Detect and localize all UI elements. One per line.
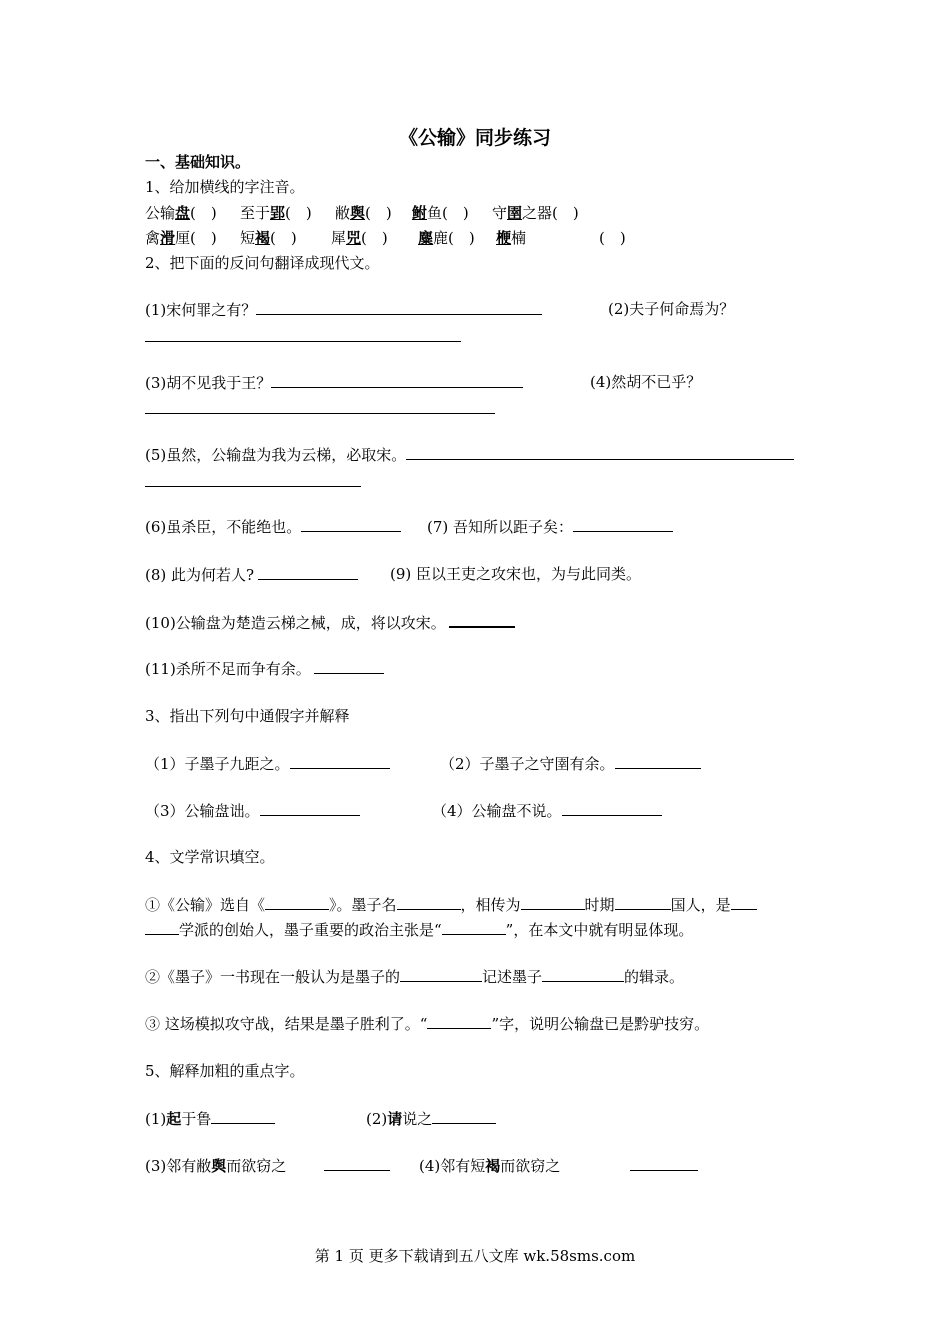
section-heading: 一、基础知识。 (145, 153, 251, 171)
answer-blank[interactable] (314, 658, 384, 674)
answer-blank[interactable] (573, 516, 673, 532)
sentence-7: (7) 吾知所以距子矣： (427, 516, 673, 537)
answer-blank[interactable] (521, 894, 585, 910)
tongjia-3: （3）公输盘诎。 (145, 800, 360, 821)
answer-blank[interactable] (442, 919, 506, 935)
literature-line-1b: 学派的创始人，墨子重要的政治主张是“ ”，在本文中就有明显体现。 (145, 919, 693, 940)
keyword-1: (1)起于鲁 (145, 1108, 275, 1129)
answer-blank[interactable] (258, 564, 358, 580)
answer-blank[interactable] (324, 1155, 390, 1171)
pinyin-item: 禽滑厘( ) (145, 229, 217, 247)
answer-blank[interactable] (145, 919, 179, 935)
sentence-1: (1)宋何罪之有？ (145, 299, 542, 320)
answer-blank[interactable] (630, 1155, 698, 1171)
keyword-3: (3)邻有敝舆而欲窃之 (145, 1155, 390, 1176)
literature-line-3: ③ 这场模拟攻守战，结果是墨子胜利了。“ ”字，说明公输盘已是黔驴技穷。 (145, 1015, 710, 1033)
literature-line-2: ②《墨子》一书现在一般认为是墨子的 记述墨子 的辑录。 (145, 968, 685, 986)
keyword-4: (4)邻有短褐而欲窃之 (419, 1155, 698, 1176)
tongjia-4: （4）公输盘不说。 (432, 800, 662, 821)
answer-blank[interactable] (265, 894, 329, 910)
answer-blank[interactable] (256, 299, 542, 315)
answer-blank[interactable] (397, 894, 461, 910)
answer-blank[interactable] (615, 753, 701, 769)
pinyin-item: 守圉之器( ) (492, 204, 579, 222)
literature-line-1: ①《公输》选自《 》。墨子名 ，相传为 时期 国人，是 (145, 894, 757, 915)
answer-blank[interactable] (406, 444, 794, 460)
question-5-prompt: 5、解释加粗的重点字。 (145, 1062, 305, 1080)
question-2-prompt: 2、把下面的反问句翻译成现代文。 (145, 254, 380, 272)
sentence-5: (5)虽然，公输盘为我为云梯，必取宋。 (145, 444, 794, 465)
sentence-11: (11)杀所不足而争有余。 (145, 658, 384, 679)
sentence-8: (8) 此为何若人? (145, 564, 358, 585)
answer-blank[interactable] (400, 966, 482, 982)
pinyin-item: ( ) (599, 229, 626, 247)
page-title: 《公输》同步练习 (398, 127, 551, 149)
page-footer: 第 1 页 更多下载请到五八文库 wk.58sms.com (314, 1247, 636, 1265)
answer-blank[interactable] (427, 1013, 491, 1029)
tongjia-1: （1）子墨子九距之。 (145, 753, 390, 774)
answer-blank[interactable] (301, 516, 401, 532)
pinyin-item: 短褐( ) (240, 229, 297, 247)
sentence-9: (9) 臣以王吏之攻宋也，为与此同类。 (390, 565, 642, 583)
answer-blank[interactable] (211, 1108, 275, 1124)
question-4-prompt: 4、文学常识填空。 (145, 848, 275, 866)
sentence-10: (10)公输盘为楚造云梯之械，成，将以攻宋。 (145, 611, 515, 633)
pinyin-item: 楩楠 (496, 229, 527, 247)
answer-blank[interactable] (562, 800, 662, 816)
answer-blank[interactable] (290, 753, 390, 769)
answer-blank[interactable] (542, 966, 624, 982)
keyword-2: (2)请说之 (366, 1108, 496, 1129)
answer-blank[interactable] (260, 800, 360, 816)
pinyin-item: 公输盘( ) (145, 204, 217, 222)
answer-line[interactable] (145, 341, 461, 342)
tongjia-2: （2）子墨子之守圉有余。 (440, 753, 701, 774)
answer-blank[interactable] (731, 894, 757, 910)
answer-line[interactable] (145, 413, 495, 414)
question-1-prompt: 1、给加横线的字注音。 (145, 178, 305, 196)
pinyin-item: 敝舆( ) (335, 204, 392, 222)
sentence-2: (2)夫子何命焉为？ (608, 300, 735, 318)
pinyin-item: 鲋鱼( ) (412, 204, 469, 222)
sentence-4: (4)然胡不已乎？ (590, 373, 702, 391)
pinyin-item: 麋鹿( ) (418, 229, 475, 247)
answer-blank[interactable] (271, 372, 523, 388)
pinyin-item: 至于郢( ) (240, 204, 312, 222)
pinyin-item: 犀兕( ) (331, 229, 388, 247)
sentence-6: (6)虽杀臣，不能绝也。 (145, 516, 401, 537)
question-3-prompt: 3、指出下列句中通假字并解释 (145, 707, 350, 725)
answer-blank[interactable] (615, 894, 671, 910)
answer-line[interactable] (145, 486, 361, 487)
answer-blank[interactable] (432, 1108, 496, 1124)
answer-blank[interactable] (449, 611, 515, 628)
sentence-3: (3)胡不见我于王？ (145, 372, 523, 393)
